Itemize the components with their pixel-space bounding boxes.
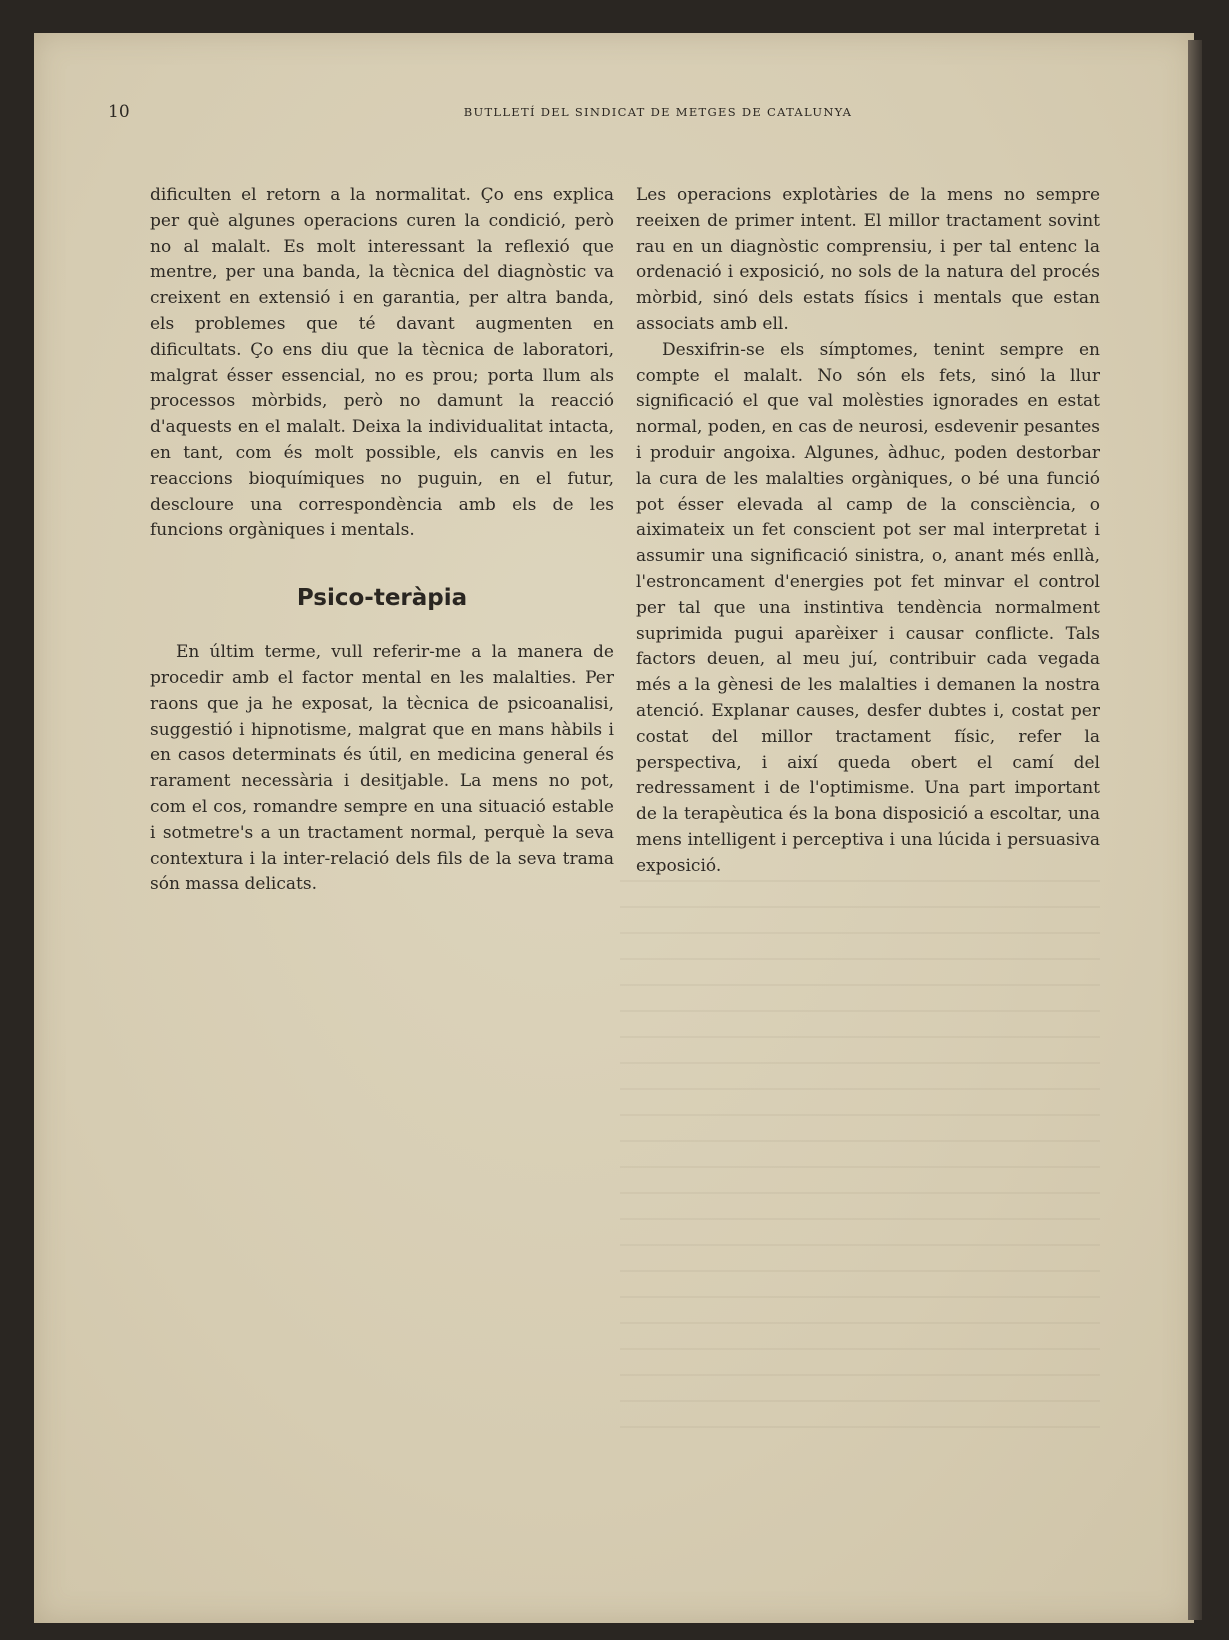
running-title: BUTLLETÍ DEL SINDICAT DE METGES DE CATALUNYA [463, 105, 853, 119]
page-edge [1188, 40, 1202, 1620]
right-column [636, 183, 1100, 880]
left-column [150, 183, 614, 898]
page-header [108, 102, 1088, 126]
page-number: 10 [108, 102, 130, 122]
section-heading: Psico-teràpia [296, 585, 468, 612]
left-paragraph-2: En últim terme, vull referir-me a la manera de procedir amb el factor mental en les malalties. Per raons que ja he exposat, la tècnica de psicoanalisi, suggestió i hipnotisme, malgrat que en mans hàbils i en casos determinats és útil, en medicina general és rarament necessària i desitjable. La mens no pot, com el cos, romandre sempre en una situació estable i sotmetre's a un tractament normal, perquè la seva contextura i la inter-relació dels fils de la seva trama són massa delicats. [150, 642, 614, 895]
right-paragraph-1: Les operacions explotàries de la mens no sempre reeixen de primer intent. El millor tractament sovint rau en un diagnòstic comprensiu, i per tal entenc la ordenació i exposició, no sols de la natura del procés mòrbid, sinó dels estats físics i mentals que estan associats amb ell. [636, 185, 1100, 334]
right-paragraph-2: Desxifrin-se els símptomes, tenint sempre en compte el malalt. No són els fets, sinó la llur significació el que val molèsties ignorades en estat normal, poden, en cas de neurosi, esdevenir pesantes i produir angoixa. Algunes, àdhuc, poden destorbar la cura de les malalties orgàniques, o bé una funció pot ésser elevada al camp de la consciència, o aiximateix un fet conscient pot ser mal interpretat i assumir una significació sinistra, o, anant més enllà, l'estroncament d'energies pot fet minvar el control per tal que una instintiva tendència normalment suprimida pugui aparèixer i causar conflicte. Tals factors deuen, al meu juí, contribuir cada vegada més a la gènesi de les malalties i demanen la nostra atenció. Explanar causes, desfer dubtes i, costat per costat del millor tractament físic, refer la perspectiva, i així queda obert el camí del redressament i de l'optimisme. Una part important de la terapèutica és la bona disposició a escoltar, una mens intelligent i perceptiva i una lúcida i persuasiva exposició. [636, 339, 1100, 876]
left-paragraph-1: dificulten el retorn a la normalitat. Ço ens explica per què algunes operacions curen la condició, però no al malalt. Es molt interessant la reflexió que mentre, per una banda, la tècnica del diagnòstic va creixent en extensió i en garantia, per altra banda, els problemes que té davant augmenten en dificultats. Ço ens diu que la tècnica de laboratori, malgrat ésser essencial, no es prou; porta llum als processos mòrbids, però no damunt la reacció d'aquests en el malalt. Deixa la individualitat intacta, en tant, com és molt possible, els canvis en les reaccions bioquímiques no puguin, en el futur, descloure una correspondència amb els de les funcions orgàniques i mentals. [150, 185, 614, 541]
